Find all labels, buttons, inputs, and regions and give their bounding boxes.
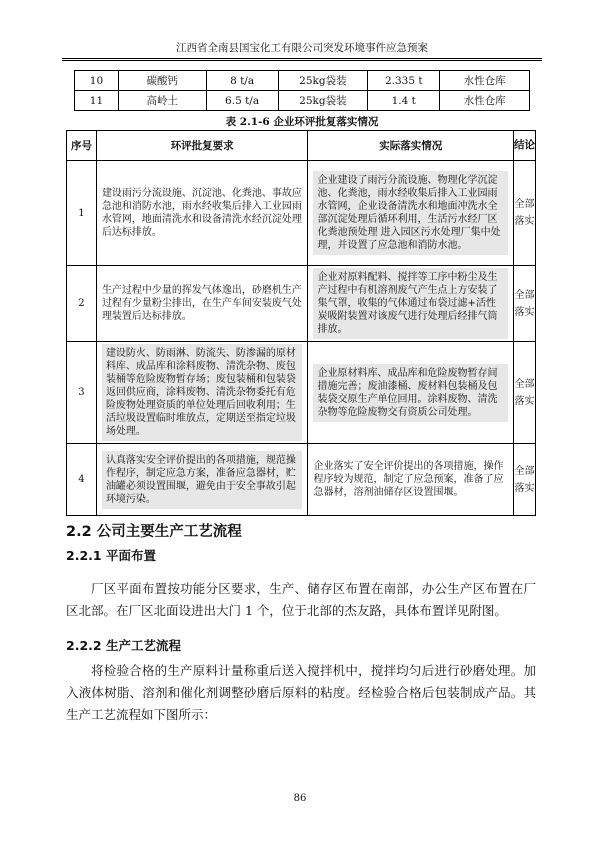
- material-amount: 6.5 t/a: [206, 91, 278, 111]
- implementation-text: 企业落实了安全评价提出的各项措施，操作程序较为规范，制定了应急预案，准备了应急器材，溶剂油储存区设置围堰。: [308, 444, 514, 516]
- material-amount: 8 t/a: [206, 71, 278, 91]
- material-storage: 2.335 t: [368, 71, 440, 91]
- requirement-text: 生产过程中少量的挥发气体逸出，砂磨机生产过程有少量粉尘排出，在生产车间安装废气处理装置后达标排放。: [96, 266, 308, 342]
- header-result: 结论: [514, 131, 536, 161]
- header-no: 序号: [67, 131, 97, 161]
- table-row: [75, 91, 530, 111]
- material-package: 25kg袋装: [278, 91, 368, 111]
- result-text: 全部落实: [514, 266, 536, 342]
- material-package: 25kg袋装: [278, 71, 368, 91]
- table-header-row: [67, 131, 536, 161]
- header-rule-thin: [62, 60, 542, 61]
- material-location: 水性仓库: [440, 91, 530, 111]
- materials-table: [74, 70, 530, 111]
- table-row: [67, 266, 536, 342]
- result-text: 全部落实: [514, 342, 536, 444]
- header-implementation: 实际落实情况: [308, 131, 514, 161]
- material-name: 碳酸钙: [118, 71, 206, 91]
- section-heading-2-2: 2.2 公司主要生产工艺流程: [66, 524, 242, 540]
- implementation-text: 企业建设了雨污分流设施、物理化学沉淀池、化粪池，雨水经收集后排入工业园雨水管网，企业设备清洗水和地面冲洗水全部沉淀处理后循环利用，生活污水经厂区化粪池预处理 进入园区污水处理厂集中处理，并设置了应急池和消防水池。: [313, 171, 508, 255]
- material-no: 10: [75, 71, 119, 91]
- implementation-text: 企业原材料库、成品库和危险废物暂存间措施完善；废油漆桶、废材料包装桶及包装袋交原生产单位回用。涂料废物、清洗杂物等危险废物交有资质公司处理。: [313, 364, 508, 422]
- row-no: 2: [67, 266, 97, 342]
- section-heading-2-2-2: 2.2.2 生产工艺流程: [66, 638, 181, 653]
- row-no: 3: [67, 342, 97, 444]
- page-number: 86: [293, 793, 307, 804]
- table-row: [75, 71, 530, 91]
- eia-approval-table: [66, 130, 536, 516]
- section-heading-2-2-1: 2.2.1 平面布置: [66, 548, 156, 563]
- table-row: [67, 444, 536, 516]
- requirement-text: 建设雨污分流设施、沉淀池、化粪池、事故应急池和消防水池，雨水经收集后排入工业园雨水管网，地面清洗水和设备清洗水经沉淀处理后达标排放。: [96, 161, 308, 266]
- header-requirement: 环评批复要求: [96, 131, 308, 161]
- page-header: 江西省全南县国宝化工有限公司突发环境事件应急预案: [176, 42, 428, 54]
- implementation-text: 企业对原料配料、搅拌等工序中粉尘及生产过程中有机溶剂废气产生点上方安装了集气罩，收集的气体通过布袋过滤+活性炭吸附装置对该废气进行处理后经排气筒排放。: [313, 268, 508, 339]
- material-storage: 1.4 t: [368, 91, 440, 111]
- row-no: 1: [67, 161, 97, 266]
- requirement-text: 建设防火、防雨淋、防流失、防渗漏的原材料库、成品库和涂料废物、清洗杂物、废包装桶等危险废物暂存场；废包装桶和包装袋返回供应商，涂料废物、清洗杂物委托有危险废物处理资质的单位处理后回收利用；生活垃圾设置临时堆放点，定期送至指定垃圾场处理。: [102, 344, 303, 441]
- layout-paragraph: 厂区平面布置按功能分区要求，生产、储存区布置在南部，办公生产区布置在厂区北部。在厂区北面设进出大门 1 个，位于北部的杰友路，具体布置详见附图。: [66, 581, 536, 618]
- table-row: [67, 342, 536, 444]
- table-caption: 表 2.1-6 企业环评批复落实情况: [225, 116, 379, 128]
- material-name: 高岭土: [118, 91, 206, 111]
- table-row: [67, 161, 536, 266]
- row-no: 4: [67, 444, 97, 516]
- material-location: 水性仓库: [440, 71, 530, 91]
- header-rule: [62, 58, 542, 59]
- result-text: 全部落实: [514, 161, 536, 266]
- material-no: 11: [75, 91, 119, 111]
- result-text: 全部落实: [514, 444, 536, 516]
- process-paragraph: 将检验合格的生产原料计量称重后送入搅拌机中，搅拌均匀后进行砂磨处理。加入液体树脂、溶剂和催化剂调整砂磨后原料的粘度。经检验合格后包装制成产品。其生产工艺流程如下图所示：: [66, 663, 536, 722]
- requirement-text: 认真落实安全评价提出的各项措施，规范操作程序，制定应急方案，准备应急器材，贮油罐必须设置围堰，避免由于安全事故引起环境污染。: [102, 451, 303, 509]
